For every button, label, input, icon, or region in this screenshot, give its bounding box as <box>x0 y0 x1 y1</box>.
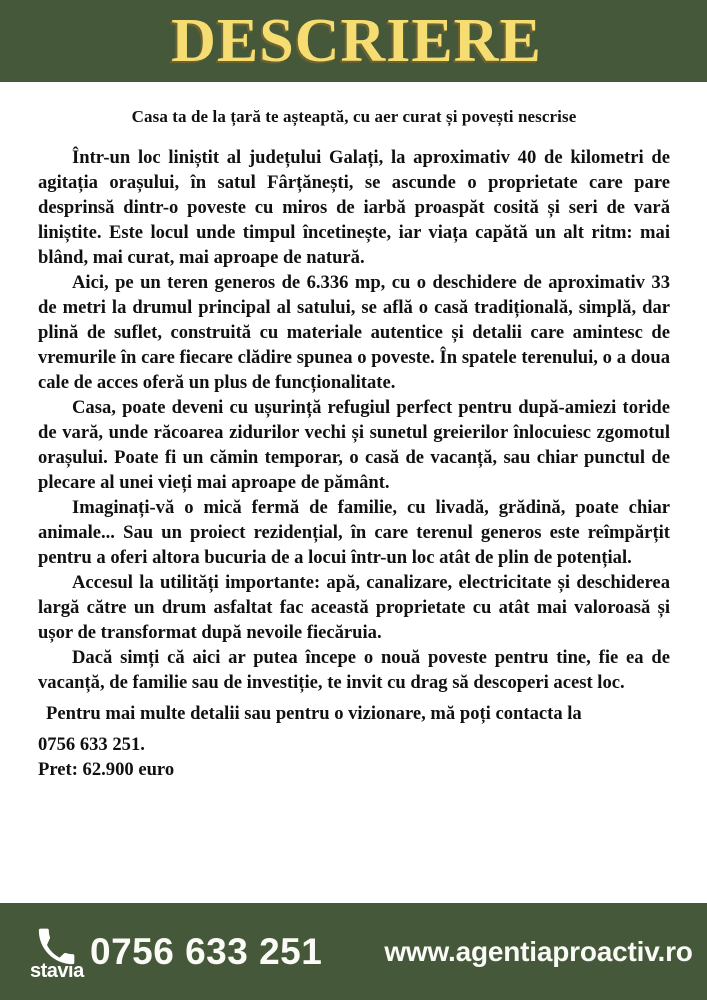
footer-phone-group[interactable] <box>30 923 322 981</box>
paragraph: Dacă simți că aici ar putea începe o nouă poveste pentru tine, fie ea de vacanță, de familie sau de investiție, te invit cu drag să descoperi acest loc. <box>38 647 670 693</box>
footer-phone-number[interactable]: 0756 633 251 <box>90 930 323 972</box>
paragraph: Într-un loc liniștit al județului Galați, la aproximativ 40 de kilometri de agitația orașului, în satul Fârțănești, se ascunde o proprietate care pare desprinsă dintr-o poveste cu miros de iarbă proaspăt cosită și seri de vară liniștite. Este locul unde timpul încetinește, iar viața capătă un alt ritm: mai blând, mai curat, mai aproape de natură. <box>38 147 670 268</box>
page-title: DESCRIERE <box>171 7 542 75</box>
footer-phone-word: stavia <box>30 959 84 982</box>
paragraph: Imaginați-vă o mică fermă de familie, cu livadă, grădină, poate chiar animale... Sau un proiect rezidențial, în care terenul generos este reîmpărțit pentru a oferi altora bucuria de a locui într-un loc atât de plin de potențial. <box>38 497 670 568</box>
description-content <box>0 82 707 903</box>
body-copy <box>38 145 670 782</box>
header-banner <box>0 0 707 82</box>
paragraph: Aici, pe un teren generos de 6.336 mp, cu o deschidere de aproximativ 33 de metri la drumul principal al satului, se află o casă tradițională, simplă, dar plină de suflet, construită cu materiale autentice și detalii care amintesc de vremurile în care fiecare clădire spunea o poveste. În spatele terenului, o a doua cale de acces oferă un plus de funcționalitate. <box>38 272 670 393</box>
footer-bar <box>0 903 707 1000</box>
contact-phone-number: 0756 633 251. <box>38 734 145 755</box>
contact-invitation: Pentru mai multe detalii sau pentru o vizionare, mă poți contacta la <box>46 703 582 724</box>
paragraph: Casa, poate deveni cu ușurință refugiul perfect pentru după-amiezi toride de vară, unde răcoarea zidurilor vechi și sunetul greierilor înlocuiesc zgomotul orașului. Poate fi un cămin temporar, o casă de vacanță, sau chiar punctul de plecare al unei vieți mai aproape de pământ. <box>38 397 670 493</box>
paragraph: Accesul la utilități importante: apă, canalizare, electricitate și deschiderea largă către un drum asfaltat fac această proprietate cu atât mai valoroasă și ușor de transformat după nevoile fiecăruia. <box>38 572 670 643</box>
phone-icon-wrap <box>30 923 88 981</box>
price-label: Pret: 62.900 euro <box>38 759 175 780</box>
footer-website-link[interactable]: www.agentiaproactiv.ro <box>384 935 693 967</box>
phone-handset-icon <box>36 927 76 967</box>
subtitle-tagline: Casa ta de la țară te așteaptă, cu aer curat și povești nescrise <box>131 107 577 126</box>
